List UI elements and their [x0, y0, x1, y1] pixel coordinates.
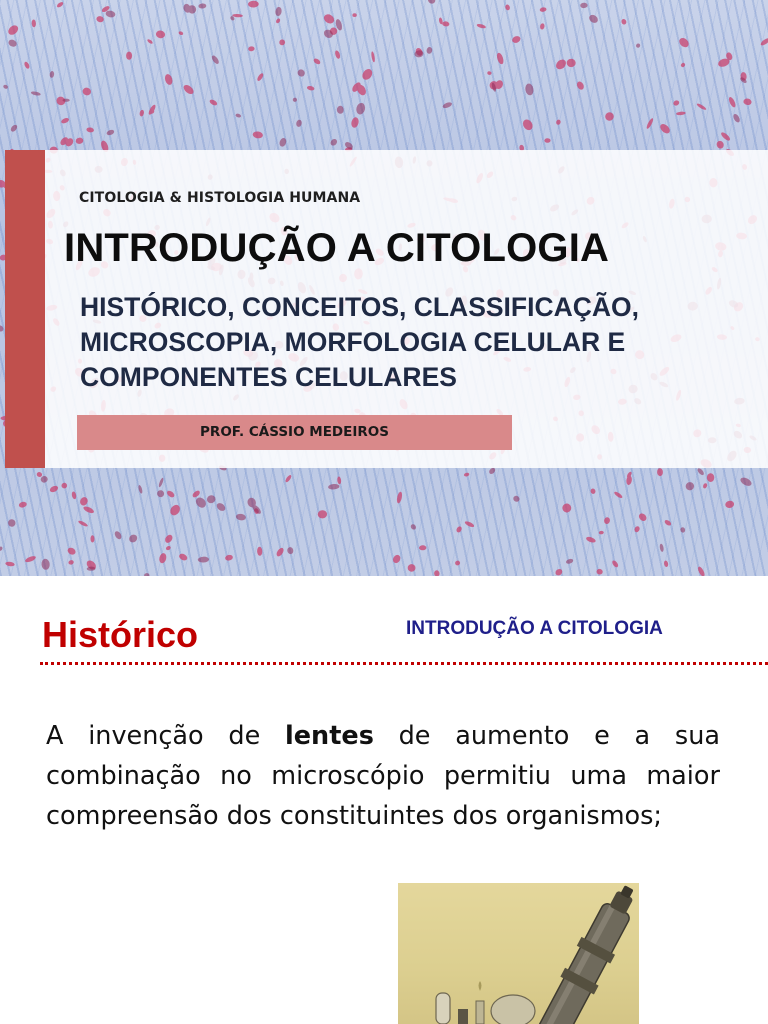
accent-bar: [5, 150, 45, 468]
microscope-illustration: [398, 883, 639, 1024]
paragraph-line: [46, 796, 720, 836]
content-slide: [0, 576, 768, 1024]
word: sua: [674, 721, 720, 751]
section-heading: Histórico: [42, 614, 199, 655]
word: maior: [646, 761, 720, 791]
word: microscópio: [271, 761, 425, 791]
word: A: [46, 721, 64, 751]
course-name: CITOLOGIA & HISTOLOGIA HUMANA: [79, 190, 361, 206]
paragraph-line: [46, 716, 720, 756]
subtitle-line: COMPONENTES CELULARES: [80, 362, 457, 392]
word: invenção: [88, 721, 204, 751]
subtitle-line: HISTÓRICO, CONCEITOS, CLASSIFICAÇÃO,: [80, 292, 639, 322]
author-box: [77, 415, 512, 450]
slide-subtitle: [80, 290, 740, 395]
word: no: [220, 761, 252, 791]
section-topic: INTRODUÇÃO A CITOLOGIA: [406, 618, 663, 639]
word: combinação: [46, 761, 201, 791]
slide-title: INTRODUÇÃO A CITOLOGIA: [64, 226, 610, 270]
word: de: [228, 721, 261, 751]
word: e: [594, 721, 610, 751]
antique-microscope-image: [398, 883, 639, 1024]
word: uma: [570, 761, 627, 791]
subtitle-line: MICROSCOPIA, MORFOLOGIA CELULAR E: [80, 327, 626, 357]
word-emphasis: lentes: [285, 721, 374, 751]
author-name: PROF. CÁSSIO MEDEIROS: [200, 424, 389, 440]
word: aumento: [455, 721, 570, 751]
word: de: [398, 721, 431, 751]
line-text: compreensão dos constituintes dos organismos;: [46, 801, 663, 831]
paragraph-line: [46, 756, 720, 796]
dotted-divider: [40, 662, 768, 665]
word: permitiu: [443, 761, 551, 791]
word: a: [634, 721, 651, 751]
body-paragraph: [46, 716, 720, 836]
